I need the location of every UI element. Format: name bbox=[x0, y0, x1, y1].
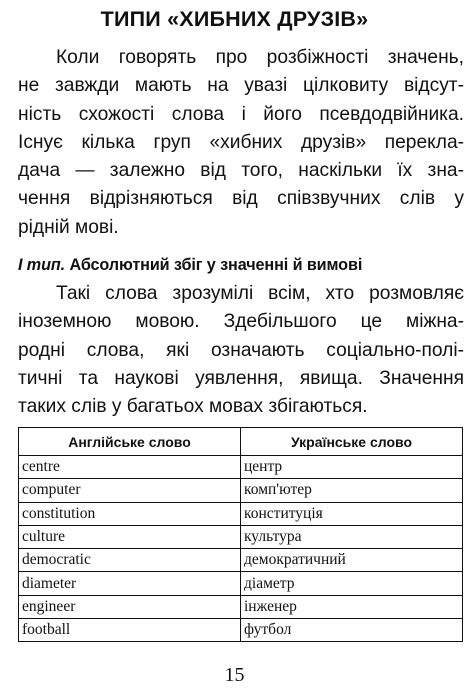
intro-line-7: рідній мові. bbox=[18, 216, 119, 238]
english-word: culture bbox=[19, 525, 241, 548]
ukrainian-word: інженер bbox=[241, 595, 463, 618]
section-heading bbox=[18, 256, 464, 275]
table-row bbox=[19, 549, 463, 572]
ukrainian-word: діаметр bbox=[241, 572, 463, 595]
header-english-word: Англійське слово bbox=[19, 428, 241, 456]
ukrainian-word: комп'ютер bbox=[241, 479, 463, 502]
section-line-5: таких слів у багатьох мовах збігаються. bbox=[18, 396, 368, 418]
english-word: centre bbox=[19, 456, 241, 479]
section-heading-text: Абсолютний збіг у значенні й вимові bbox=[65, 256, 363, 274]
ukrainian-word: культура bbox=[241, 525, 463, 548]
table-row bbox=[19, 572, 463, 595]
word-table bbox=[18, 427, 463, 642]
english-word: constitution bbox=[19, 502, 241, 525]
page-title: ТИПИ «ХИБНИХ ДРУЗІВ» bbox=[100, 7, 369, 31]
table-header-row bbox=[19, 428, 463, 456]
table-row bbox=[19, 525, 463, 548]
intro-line-5: дача — залежно від того, наскільки їх зна- bbox=[18, 160, 464, 182]
section-paragraph bbox=[18, 280, 464, 421]
english-word: diameter bbox=[19, 572, 241, 595]
section-line-3: родні слова, які означають соціально-полі- bbox=[18, 339, 464, 361]
english-word: democratic bbox=[19, 549, 241, 572]
page-number: 15 bbox=[224, 664, 245, 686]
table-row bbox=[19, 595, 463, 618]
english-word: football bbox=[19, 619, 241, 642]
intro-line-1: Коли говорять про розбіжності значень, bbox=[56, 47, 464, 68]
header-ukrainian-word: Українське слово bbox=[241, 428, 463, 456]
ukrainian-word: демократичний bbox=[241, 549, 463, 572]
intro-paragraph bbox=[18, 44, 464, 242]
ukrainian-word: конституція bbox=[241, 502, 463, 525]
english-word: engineer bbox=[19, 595, 241, 618]
table-row bbox=[19, 502, 463, 525]
section-line-1: Такі слова зрозумілі всім, хто розмовляє bbox=[56, 283, 464, 304]
table-row bbox=[19, 456, 463, 479]
section-line-2: іноземною мовою. Здебільшого це міжна- bbox=[18, 311, 464, 333]
intro-line-2: не завжди мають на увазі цілковиту відсут- bbox=[18, 75, 464, 97]
intro-line-3: ність схожості слова і його псевдодвійника. bbox=[18, 103, 464, 125]
table-row bbox=[19, 479, 463, 502]
ukrainian-word: футбол bbox=[241, 619, 463, 642]
section-line-4: тичні та наукові уявлення, явища. Значення bbox=[18, 367, 464, 389]
intro-line-6: чення відрізняються від співзвучних слів у bbox=[18, 188, 464, 210]
table-row bbox=[19, 619, 463, 642]
section-heading-type: І тип. bbox=[18, 256, 66, 274]
english-word: computer bbox=[19, 479, 241, 502]
ukrainian-word: центр bbox=[241, 456, 463, 479]
intro-line-4: Існує кілька груп «хибних друзів» перекла- bbox=[18, 131, 464, 153]
